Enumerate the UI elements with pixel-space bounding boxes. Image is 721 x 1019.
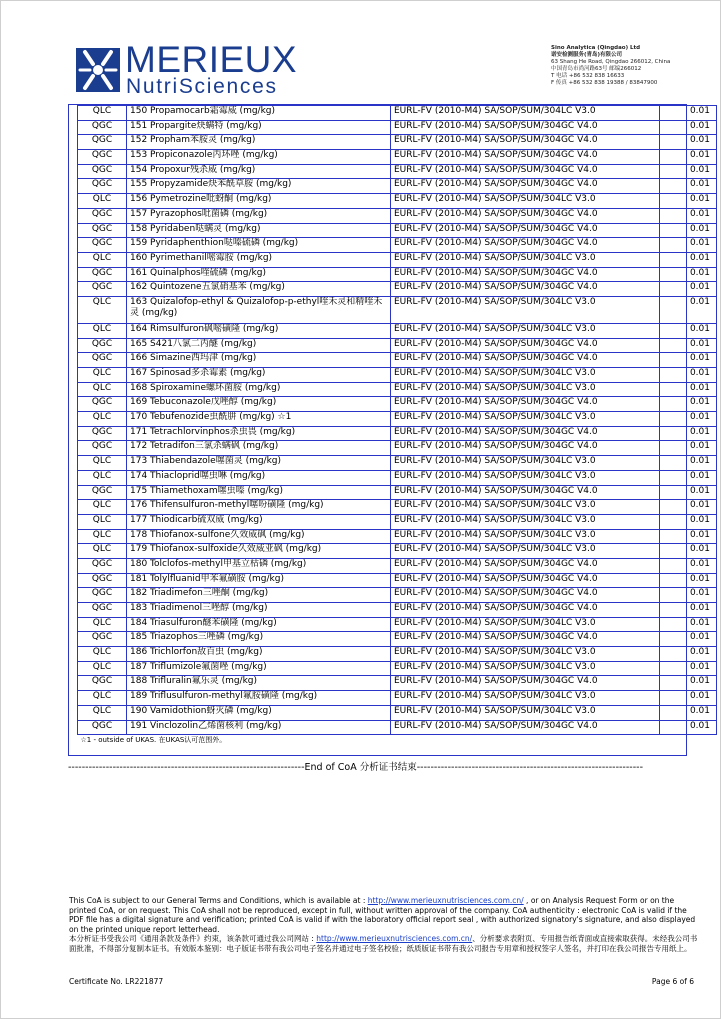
result-value-cell: 0.01 [660, 382, 717, 397]
analyte-cell: 160 Pyrimethanil嘧霉胺 (mg/kg) [127, 252, 391, 267]
method-reference-cell: EURL-FV (2010-M4) SA/SOP/SUM/304LC V3.0 [391, 705, 660, 720]
table-row [78, 223, 717, 238]
method-code-cell: QGC [78, 397, 127, 412]
method-reference-cell: EURL-FV (2010-M4) SA/SOP/SUM/304GC V4.0 [391, 397, 660, 412]
analyte-cell: 180 Tolclofos-methyl甲基立枯磷 (mg/kg) [127, 558, 391, 573]
analyte-cell: 167 Spinosad多杀霉素 (mg/kg) [127, 368, 391, 383]
terms-link[interactable]: http://www.merieuxnutrisciences.com.cn/ [367, 896, 524, 905]
analyte-cell: 168 Spiroxamine螺环菌胺 (mg/kg) [127, 382, 391, 397]
analyte-cell: 172 Tetradifon三氯杀螨砜 (mg/kg) [127, 441, 391, 456]
method-reference-cell: EURL-FV (2010-M4) SA/SOP/SUM/304LC V3.0 [391, 500, 660, 515]
table-row [78, 573, 717, 588]
method-code-cell: QLC [78, 691, 127, 706]
method-reference-cell: EURL-FV (2010-M4) SA/SOP/SUM/304GC V4.0 [391, 208, 660, 223]
company-address-block [551, 45, 670, 88]
table-row [78, 194, 717, 209]
method-code-cell: QGC [78, 223, 127, 238]
method-reference-cell: EURL-FV (2010-M4) SA/SOP/SUM/304GC V4.0 [391, 267, 660, 282]
table-row [78, 500, 717, 515]
method-reference-cell: EURL-FV (2010-M4) SA/SOP/SUM/304LC V3.0 [391, 296, 660, 323]
method-code-cell: QGC [78, 573, 127, 588]
method-reference-cell: EURL-FV (2010-M4) SA/SOP/SUM/304GC V4.0 [391, 223, 660, 238]
method-code-cell: QGC [78, 558, 127, 573]
method-reference-cell: EURL-FV (2010-M4) SA/SOP/SUM/304LC V3.0 [391, 323, 660, 338]
table-row [78, 705, 717, 720]
method-reference-cell: EURL-FV (2010-M4) SA/SOP/SUM/304GC V4.0 [391, 441, 660, 456]
method-reference-cell: EURL-FV (2010-M4) SA/SOP/SUM/304GC V4.0 [391, 676, 660, 691]
method-code-cell: QGC [78, 485, 127, 500]
company-fax: F 传真 +86 532 838 19388 / 83847900 [551, 80, 658, 87]
analyte-cell: 166 Simazine西玛津 (mg/kg) [127, 353, 391, 368]
end-of-coa-marker: ---------------------------------------------------------------------End of CoA 分析证书结束------------------------------------------------------------------ [68, 762, 643, 773]
merieux-logo [76, 39, 306, 104]
method-code-cell: QGC [78, 164, 127, 179]
table-row [78, 353, 717, 368]
result-value-cell: 0.01 [660, 500, 717, 515]
method-reference-cell: EURL-FV (2010-M4) SA/SOP/SUM/304LC V3.0 [391, 368, 660, 383]
result-value-cell: 0.01 [660, 106, 717, 121]
result-value-cell: 0.01 [660, 720, 717, 735]
analyte-cell: 155 Propyzamide炔苯酰草胺 (mg/kg) [127, 179, 391, 194]
table-row [78, 208, 717, 223]
method-reference-cell: EURL-FV (2010-M4) SA/SOP/SUM/304GC V4.0 [391, 588, 660, 603]
analyte-cell: 150 Propamocarb霜霉威 (mg/kg) [127, 106, 391, 121]
method-reference-cell: EURL-FV (2010-M4) SA/SOP/SUM/304LC V3.0 [391, 647, 660, 662]
method-code-cell: QGC [78, 267, 127, 282]
result-value-cell: 0.01 [660, 150, 717, 165]
method-reference-cell: EURL-FV (2010-M4) SA/SOP/SUM/304GC V4.0 [391, 426, 660, 441]
company-address: 63 Shang He Road, Qingdao 266012, China [551, 59, 671, 66]
method-reference-cell: EURL-FV (2010-M4) SA/SOP/SUM/304LC V3.0 [391, 412, 660, 427]
method-reference-cell: EURL-FV (2010-M4) SA/SOP/SUM/304GC V4.0 [391, 238, 660, 253]
method-code-cell: QLC [78, 661, 127, 676]
result-value-cell: 0.01 [660, 603, 717, 618]
table-row [78, 267, 717, 282]
analyte-cell: 188 Trifluralin氟乐灵 (mg/kg) [127, 676, 391, 691]
result-value-cell: 0.01 [660, 485, 717, 500]
method-code-cell: QLC [78, 106, 127, 121]
analyte-cell: 186 Trichlorfon敌百虫 (mg/kg) [127, 647, 391, 662]
method-reference-cell: EURL-FV (2010-M4) SA/SOP/SUM/304LC V3.0 [391, 529, 660, 544]
result-value-cell: 0.01 [660, 368, 717, 383]
method-reference-cell: EURL-FV (2010-M4) SA/SOP/SUM/304LC V3.0 [391, 617, 660, 632]
table-row [78, 368, 717, 383]
analyte-cell: 187 Triflumizole氟菌唑 (mg/kg) [127, 661, 391, 676]
result-value-cell: 0.01 [660, 223, 717, 238]
table-row [78, 529, 717, 544]
company-name-cn: 诺安检测服务(青岛)有限公司 [551, 52, 623, 59]
method-code-cell: QLC [78, 296, 127, 323]
result-value-cell: 0.01 [660, 282, 717, 297]
method-reference-cell: EURL-FV (2010-M4) SA/SOP/SUM/304LC V3.0 [391, 661, 660, 676]
method-code-cell: QGC [78, 426, 127, 441]
method-code-cell: QGC [78, 208, 127, 223]
footnote-row [78, 735, 717, 748]
method-code-cell: QLC [78, 470, 127, 485]
table-row [78, 397, 717, 412]
method-reference-cell: EURL-FV (2010-M4) SA/SOP/SUM/304GC V4.0 [391, 120, 660, 135]
table-row [78, 382, 717, 397]
results-table [77, 105, 717, 747]
terms-chinese [69, 934, 699, 953]
result-value-cell: 0.01 [660, 323, 717, 338]
result-value-cell: 0.01 [660, 558, 717, 573]
method-code-cell: QLC [78, 647, 127, 662]
method-reference-cell: EURL-FV (2010-M4) SA/SOP/SUM/304GC V4.0 [391, 485, 660, 500]
analyte-cell: 154 Propoxur残杀威 (mg/kg) [127, 164, 391, 179]
result-value-cell: 0.01 [660, 456, 717, 471]
table-row [78, 120, 717, 135]
terms-english-rest: , or on Analysis Request Form or on the printed CoA, or on request. This CoA shall not be reproduced, except in full, without written approval of the company. CoA authenticity : electronic CoA is valid if the PDF file has a digital signature and verification; printed CoA is valid if with the laboratory official report seal , with authorized signatory's signature, and also displayed on the printed unique report letterhead. [69, 896, 696, 934]
result-value-cell: 0.01 [660, 338, 717, 353]
table-row [78, 588, 717, 603]
table-row [78, 238, 717, 253]
company-name: Sino Analytica (Qingdao) Ltd [551, 45, 641, 51]
method-code-cell: QLC [78, 382, 127, 397]
method-reference-cell: EURL-FV (2010-M4) SA/SOP/SUM/304LC V3.0 [391, 194, 660, 209]
table-row [78, 426, 717, 441]
result-value-cell: 0.01 [660, 397, 717, 412]
method-reference-cell: EURL-FV (2010-M4) SA/SOP/SUM/304GC V4.0 [391, 558, 660, 573]
analyte-cell: 184 Triasulfuron醚苯磺隆 (mg/kg) [127, 617, 391, 632]
method-code-cell: QGC [78, 338, 127, 353]
result-value-cell: 0.01 [660, 135, 717, 150]
table-row [78, 617, 717, 632]
analyte-cell: 171 Tetrachlorvinphos杀虫畏 (mg/kg) [127, 426, 391, 441]
analyte-cell: 177 Thiodicarb硫双威 (mg/kg) [127, 514, 391, 529]
method-code-cell: QGC [78, 676, 127, 691]
table-row [78, 412, 717, 427]
method-code-cell: QLC [78, 500, 127, 515]
method-code-cell: QLC [78, 456, 127, 471]
logo-name: MERIEUX [125, 39, 298, 80]
analyte-cell: 161 Quinalphos喹硫磷 (mg/kg) [127, 267, 391, 282]
table-row [78, 603, 717, 618]
analyte-cell: 170 Tebufenozide虫酰肼 (mg/kg) ☆1 [127, 412, 391, 427]
analyte-cell: 152 Propham苯胺灵 (mg/kg) [127, 135, 391, 150]
table-row [78, 558, 717, 573]
result-value-cell: 0.01 [660, 164, 717, 179]
analyte-cell: 179 Thiofanox-sulfoxide久效威亚砜 (mg/kg) [127, 544, 391, 559]
result-value-cell: 0.01 [660, 194, 717, 209]
terms-chinese-intro: 本分析证书受我公司《通用条款及条件》约束，该条款可通过我公司网站 : [69, 934, 317, 944]
method-reference-cell: EURL-FV (2010-M4) SA/SOP/SUM/304GC V4.0 [391, 353, 660, 368]
result-value-cell: 0.01 [660, 588, 717, 603]
table-row [78, 691, 717, 706]
method-code-cell: QGC [78, 632, 127, 647]
table-row [78, 164, 717, 179]
table-row [78, 632, 717, 647]
method-reference-cell: EURL-FV (2010-M4) SA/SOP/SUM/304LC V3.0 [391, 514, 660, 529]
table-row [78, 676, 717, 691]
analyte-cell: 159 Pyridaphenthion哒嗪硫磷 (mg/kg) [127, 238, 391, 253]
method-code-cell: QLC [78, 412, 127, 427]
analyte-cell: 169 Tebuconazole戊唑醇 (mg/kg) [127, 397, 391, 412]
table-row [78, 720, 717, 735]
result-value-cell: 0.01 [660, 252, 717, 267]
table-row [78, 456, 717, 471]
method-code-cell: QLC [78, 368, 127, 383]
analyte-cell: 165 S421八氯二丙醚 (mg/kg) [127, 338, 391, 353]
method-reference-cell: EURL-FV (2010-M4) SA/SOP/SUM/304LC V3.0 [391, 456, 660, 471]
method-code-cell: QLC [78, 252, 127, 267]
method-reference-cell: EURL-FV (2010-M4) SA/SOP/SUM/304GC V4.0 [391, 135, 660, 150]
analyte-cell: 174 Thiacloprid噻虫啉 (mg/kg) [127, 470, 391, 485]
ukas-footnote: ☆1 - outside of UKAS. 在UKAS认可范围外。 [78, 735, 717, 748]
method-reference-cell: EURL-FV (2010-M4) SA/SOP/SUM/304LC V3.0 [391, 106, 660, 121]
result-value-cell: 0.01 [660, 529, 717, 544]
terms-chinese-rest: 、分析要求表附页、专用报告纸背面或直接索取获得。未经我公司书面批准，不得部分复制本证书。有效版本鉴别：电子版证书带有我公司电子签名并通过电子签名校验；纸质版证书带有我公司报告专用章和授权签字人签名，并打印在我公司报告专用纸上。 [69, 934, 698, 953]
analyte-cell: 153 Propiconazole丙环唑 (mg/kg) [127, 150, 391, 165]
result-value-cell: 0.01 [660, 412, 717, 427]
analyte-cell: 158 Pyridaben哒螨灵 (mg/kg) [127, 223, 391, 238]
method-code-cell: QLC [78, 194, 127, 209]
method-reference-cell: EURL-FV (2010-M4) SA/SOP/SUM/304GC V4.0 [391, 164, 660, 179]
table-row [78, 647, 717, 662]
analyte-cell: 185 Triazophos三唑磷 (mg/kg) [127, 632, 391, 647]
table-row [78, 282, 717, 297]
result-value-cell: 0.01 [660, 470, 717, 485]
logo-subname: NutriSciences [126, 75, 278, 98]
analyte-cell: 151 Propargite炔螨特 (mg/kg) [127, 120, 391, 135]
result-value-cell: 0.01 [660, 353, 717, 368]
method-reference-cell: EURL-FV (2010-M4) SA/SOP/SUM/304LC V3.0 [391, 544, 660, 559]
method-code-cell: QGC [78, 120, 127, 135]
method-reference-cell: EURL-FV (2010-M4) SA/SOP/SUM/304LC V3.0 [391, 252, 660, 267]
table-row [78, 470, 717, 485]
table-row [78, 338, 717, 353]
merieux-logo-mark-icon [76, 48, 120, 92]
result-value-cell: 0.01 [660, 647, 717, 662]
analyte-cell: 162 Quintozene五氯硝基苯 (mg/kg) [127, 282, 391, 297]
analyte-cell: 157 Pyrazophos吡菌磷 (mg/kg) [127, 208, 391, 223]
analyte-cell: 181 Tolylfluanid甲苯氟磺胺 (mg/kg) [127, 573, 391, 588]
terms-english [69, 896, 699, 934]
method-reference-cell: EURL-FV (2010-M4) SA/SOP/SUM/304GC V4.0 [391, 573, 660, 588]
table-row [78, 441, 717, 456]
table-row [78, 135, 717, 150]
method-reference-cell: EURL-FV (2010-M4) SA/SOP/SUM/304GC V4.0 [391, 603, 660, 618]
company-telephone: T 电话 +86 532 838 16633 [551, 73, 625, 80]
analyte-cell: 178 Thiofanox-sulfone久效威砜 (mg/kg) [127, 529, 391, 544]
results-table-body [78, 106, 717, 748]
method-code-cell: QGC [78, 135, 127, 150]
table-row [78, 544, 717, 559]
analyte-cell: 191 Vinclozolin乙烯菌核利 (mg/kg) [127, 720, 391, 735]
result-value-cell: 0.01 [660, 267, 717, 282]
method-code-cell: QGC [78, 238, 127, 253]
method-code-cell: QGC [78, 588, 127, 603]
result-value-cell: 0.01 [660, 179, 717, 194]
method-reference-cell: EURL-FV (2010-M4) SA/SOP/SUM/304GC V4.0 [391, 720, 660, 735]
result-value-cell: 0.01 [660, 514, 717, 529]
method-reference-cell: EURL-FV (2010-M4) SA/SOP/SUM/304GC V4.0 [391, 632, 660, 647]
method-code-cell: QGC [78, 603, 127, 618]
method-code-cell: QLC [78, 705, 127, 720]
result-value-cell: 0.01 [660, 661, 717, 676]
footer-terms [69, 896, 699, 954]
method-code-cell: QGC [78, 179, 127, 194]
table-row [78, 661, 717, 676]
method-code-cell: QLC [78, 544, 127, 559]
result-value-cell: 0.01 [660, 632, 717, 647]
analyte-cell: 164 Rimsulfuron砜嘧磺隆 (mg/kg) [127, 323, 391, 338]
result-value-cell: 0.01 [660, 573, 717, 588]
certificate-number: Certificate No. LR221877 [69, 977, 164, 986]
analyte-cell: 156 Pymetrozine吡蚜酮 (mg/kg) [127, 194, 391, 209]
method-reference-cell: EURL-FV (2010-M4) SA/SOP/SUM/304GC V4.0 [391, 282, 660, 297]
method-code-cell: QGC [78, 282, 127, 297]
result-value-cell: 0.01 [660, 208, 717, 223]
analyte-cell: 173 Thiabendazole噻菌灵 (mg/kg) [127, 456, 391, 471]
method-reference-cell: EURL-FV (2010-M4) SA/SOP/SUM/304GC V4.0 [391, 150, 660, 165]
method-reference-cell: EURL-FV (2010-M4) SA/SOP/SUM/304LC V3.0 [391, 470, 660, 485]
table-row [78, 323, 717, 338]
terms-link-cn[interactable]: http://www.merieuxnutrisciences.com.cn/ [316, 934, 473, 944]
result-value-cell: 0.01 [660, 544, 717, 559]
table-row [78, 106, 717, 121]
result-value-cell: 0.01 [660, 617, 717, 632]
analyte-cell: 175 Thiamethoxam噻虫嗪 (mg/kg) [127, 485, 391, 500]
method-code-cell: QLC [78, 514, 127, 529]
method-reference-cell: EURL-FV (2010-M4) SA/SOP/SUM/304LC V3.0 [391, 691, 660, 706]
method-code-cell: QLC [78, 323, 127, 338]
terms-english-intro: This CoA is subject to our General Terms and Conditions, which is available at : [69, 896, 368, 905]
analyte-cell: 183 Triadimenol三唑醇 (mg/kg) [127, 603, 391, 618]
method-code-cell: QGC [78, 441, 127, 456]
analyte-cell: 189 Triflusulfuron-methyl氟胺磺隆 (mg/kg) [127, 691, 391, 706]
method-reference-cell: EURL-FV (2010-M4) SA/SOP/SUM/304LC V3.0 [391, 382, 660, 397]
result-value-cell: 0.01 [660, 296, 717, 323]
table-row [78, 179, 717, 194]
table-row [78, 150, 717, 165]
result-value-cell: 0.01 [660, 705, 717, 720]
method-code-cell: QLC [78, 617, 127, 632]
method-code-cell: QLC [78, 529, 127, 544]
result-value-cell: 0.01 [660, 120, 717, 135]
table-row [78, 485, 717, 500]
result-value-cell: 0.01 [660, 441, 717, 456]
method-code-cell: QGC [78, 720, 127, 735]
analyte-cell: 176 Thifensulfuron-methyl噻吩磺隆 (mg/kg) [127, 500, 391, 515]
analyte-cell: 163 Quizalofop-ethyl & Quizalofop-p-ethyl喹禾灵和精喹禾灵 (mg/kg) [127, 296, 391, 323]
table-row [78, 514, 717, 529]
table-row [78, 296, 717, 323]
method-code-cell: QGC [78, 353, 127, 368]
analyte-cell: 190 Vamidothion蚜灭磷 (mg/kg) [127, 705, 391, 720]
result-value-cell: 0.01 [660, 238, 717, 253]
method-reference-cell: EURL-FV (2010-M4) SA/SOP/SUM/304GC V4.0 [391, 179, 660, 194]
company-address-cn: 中国青岛市尚河路63号 邮编266012 [551, 66, 642, 73]
method-code-cell: QGC [78, 150, 127, 165]
result-value-cell: 0.01 [660, 676, 717, 691]
page-number: Page 6 of 6 [651, 977, 694, 986]
method-reference-cell: EURL-FV (2010-M4) SA/SOP/SUM/304GC V4.0 [391, 338, 660, 353]
analyte-cell: 182 Triadimefon三唑酮 (mg/kg) [127, 588, 391, 603]
result-value-cell: 0.01 [660, 426, 717, 441]
table-row [78, 252, 717, 267]
result-value-cell: 0.01 [660, 691, 717, 706]
